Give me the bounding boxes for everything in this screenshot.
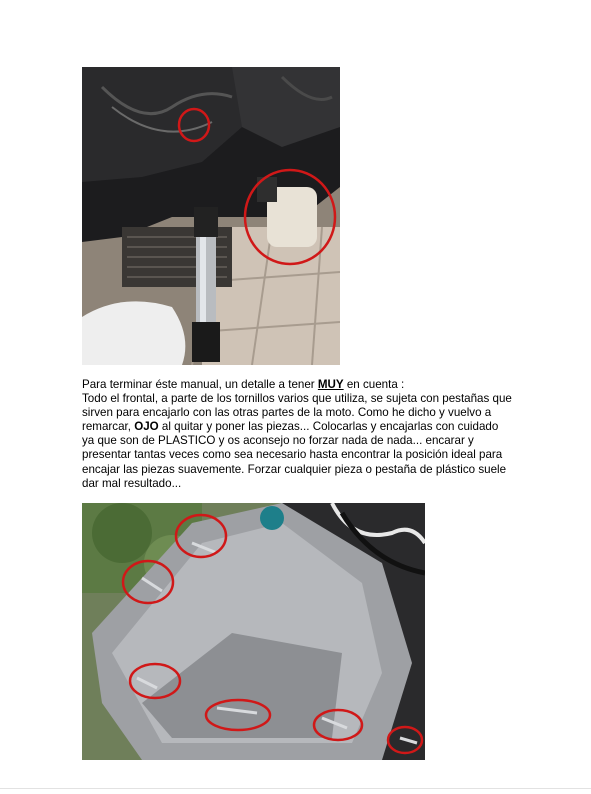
emphasis-ojo: OJO [134, 420, 159, 434]
emphasis-muy: MUY [317, 378, 344, 391]
intro-text-before: Para terminar éste manual, un detalle a tener [82, 378, 318, 391]
body-text-part2: al quitar y poner las piezas... Colocarlas y encajarlas con cuidado ya que son de PLASTICO y os aconsejo no forzar nada de nada... encarar y presentar tantas veces como sea necesario hasta encontrar la posición ideal para encajar las piezas suavemente. Forzar cualquier pieza o pestaña de plástico suele dar mal resultado... [82, 420, 507, 490]
scooter-front-photo [82, 67, 340, 365]
instructions-text [82, 378, 512, 491]
intro-line [82, 378, 512, 392]
fairing-tabs-photo [82, 503, 425, 760]
body-text-part1: Todo el frontal, a parte de los tornillos varios que utiliza, se sujeta con pestañas que sirven para encajarlo con las otras partes de la moto. Como he dicho y vuelvo a remarcar, [82, 392, 512, 434]
page-bottom-divider [0, 788, 591, 789]
intro-text-after: en cuenta : [343, 378, 405, 391]
body-paragraph [82, 392, 512, 491]
